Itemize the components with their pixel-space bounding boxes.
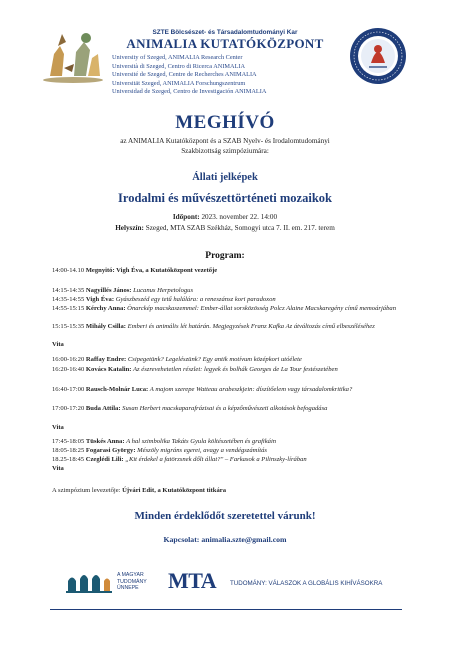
affiliation-line: Università di Szeged, Centro di Ricerca ANIMALIA — [112, 62, 246, 70]
program-item — [52, 366, 397, 375]
speaker-name: Rausch-Molnár Luca: — [85, 386, 149, 393]
affiliation-line: Universidad de Szeged, Centro de Investigación ANIMALIA — [112, 88, 267, 96]
place-value: Szeged, MTA SZAB Székház, Somogyi utca 7. II. em. 217. terem — [143, 224, 335, 232]
invitation-heading: MEGHÍVÓ — [175, 112, 275, 133]
event-subtitle: Irodalmi és művészettörténeti mozaikok — [118, 191, 332, 205]
slot-time: 17:45-18:05 — [52, 438, 86, 445]
program-item — [52, 305, 397, 314]
program-item — [52, 287, 397, 296]
slot-time: 14:15-14:35 — [52, 287, 86, 294]
speaker-name: Kovács Katalin: — [85, 366, 132, 373]
symposium-chair — [52, 487, 397, 496]
affiliation-line: Université de Szeged, Centre de Recherches ANIMALIA — [112, 71, 257, 79]
program-opening — [52, 267, 397, 276]
talk-title: A hal szimbolika Takáts Gyula költészetében és grafikáin — [124, 438, 277, 445]
slot-time: 16:40-17:00 — [52, 386, 86, 393]
contact-email[interactable]: Kapcsolat: animalia.szte@gmail.com — [163, 535, 287, 544]
speaker-name: Buda Attila: — [85, 405, 121, 412]
affiliation-line: Universität Szeged, ANIMALIA Forschungszentrum — [112, 79, 246, 87]
event-time — [0, 213, 450, 221]
talk-title: Mészöly migráns egerei, avagy a vendégszámítás — [135, 447, 267, 454]
speaker-name: Nagyillés János: — [85, 287, 132, 294]
discussion-break: Vita — [52, 424, 64, 431]
chair-prefix: A szimpózium levezetője: — [52, 487, 123, 494]
slot-time: 15:15-15:35 — [52, 323, 86, 330]
speaker-name: Raffay Endre: — [85, 356, 127, 363]
talk-title: „Kit érdekel a fatörzsnek dőlt állat?" – Farkasok a Pilinszky-lírában — [123, 456, 307, 463]
science-festival-text — [117, 572, 147, 592]
discussion-break: Vita — [52, 465, 64, 472]
event-title: Állati jelképek — [192, 172, 258, 183]
program-item — [52, 386, 397, 395]
talk-title: Susan Herbert macskaparafrázisai és a képzőművészeti alkotások befogadása — [120, 405, 328, 412]
place-label: Helyszín: — [115, 224, 144, 232]
slot-time: 17:00-17:20 — [52, 405, 86, 412]
speaker-name: Kérchy Anna: — [85, 305, 126, 312]
slot-time: 18:05-18:25 — [52, 447, 86, 454]
program-item — [52, 356, 397, 365]
program-item — [52, 456, 397, 465]
talk-title: Önarckép macskaszemmel: Ember-állat sorsközösség Polcz Alaine Macskaregény című memoárjában — [125, 305, 396, 312]
program-item — [52, 447, 397, 456]
talk-title: Csipegetünk? Legelészünk? Egy antik motívum középkori utóélete — [126, 356, 302, 363]
speaker-name: Czeglédi Lili: — [85, 456, 124, 463]
footer-tagline: TUDOMÁNY: VÁLASZOK A GLOBÁLIS KIHÍVÁSOKRA — [230, 580, 383, 587]
chair-name: Újvári Edit, a Kutatóközpont titkára — [122, 487, 226, 494]
program-item — [52, 438, 397, 447]
talk-title: Emberi és animális lét határán. Megjegyzések Franz Kafka Az átváltozás című elbeszéléséhez — [126, 323, 375, 330]
slot-time: 14:55-15:15 — [52, 305, 86, 312]
speaker-name: Mihály Csilla: — [85, 323, 127, 330]
festival-line: ÜNNEPE — [117, 585, 139, 592]
welcome-message: Minden érdeklődőt szeretettel várunk! — [134, 510, 316, 522]
time-value: 2023. november 22. 14:00 — [199, 213, 278, 221]
program-item — [52, 405, 397, 414]
time-label: Időpont: — [172, 213, 200, 221]
academy-seal-logo — [349, 27, 407, 85]
festival-line: TUDOMÁNY — [117, 578, 147, 585]
talk-title: Lucanus Herpetologus — [131, 287, 194, 294]
speaker-name: Tüskés Anna: — [85, 438, 125, 445]
slot-time: 18.25-18:45 — [52, 456, 86, 463]
slot-time: 14:00-14.10 — [52, 267, 86, 274]
slot-time: 16:20-16:40 — [52, 366, 86, 373]
program-item — [52, 296, 397, 305]
discussion-break: Vita — [52, 341, 64, 348]
invitation-line: az ANIMALIA Kutatóközpont és a SZAB Nyelv- és Irodalomtudományi — [120, 137, 330, 145]
speaker-name: Fogarasi György: — [85, 447, 136, 454]
program-heading: Program: — [205, 251, 245, 261]
speaker-name: Vigh Éva: — [85, 296, 115, 303]
event-place — [0, 224, 450, 232]
footer-divider — [50, 609, 402, 610]
talk-title: Az észrevehetetlen részlet: legyek és bolhák Georges de La Tour festészetében — [131, 366, 338, 373]
slot-time: 16:00-16:20 — [52, 356, 86, 363]
faculty-name: SZTE Bölcsészet- és Társadalomtudományi Kar — [152, 29, 298, 36]
affiliation-line: University of Szeged, ANIMALIA Research Center — [112, 54, 243, 61]
mta-logo: MTA — [168, 568, 217, 593]
invitation-line: Szakbizottság szimpóziumára: — [181, 147, 269, 155]
slot-time: 14:35-14:55 — [52, 296, 86, 303]
festival-line: A MAGYAR — [117, 572, 144, 578]
talk-title: A majom szerepe Watteau arabeszkjein: díszítőelem vagy társadalomkritika? — [148, 386, 353, 393]
program-item — [52, 323, 397, 332]
talk-title: Gyászbeszéd egy tetű halálára: a reneszánsz kori paradoxon — [114, 296, 276, 303]
science-festival-logo — [66, 571, 112, 593]
affiliations-list — [112, 54, 266, 97]
research-center-title: ANIMALIA KUTATÓKÖZPONT — [126, 36, 324, 51]
opening-label: Megnyitó: Vigh Éva, a Kutatóközpont vezetője — [85, 267, 218, 274]
invitation-text — [0, 136, 450, 156]
